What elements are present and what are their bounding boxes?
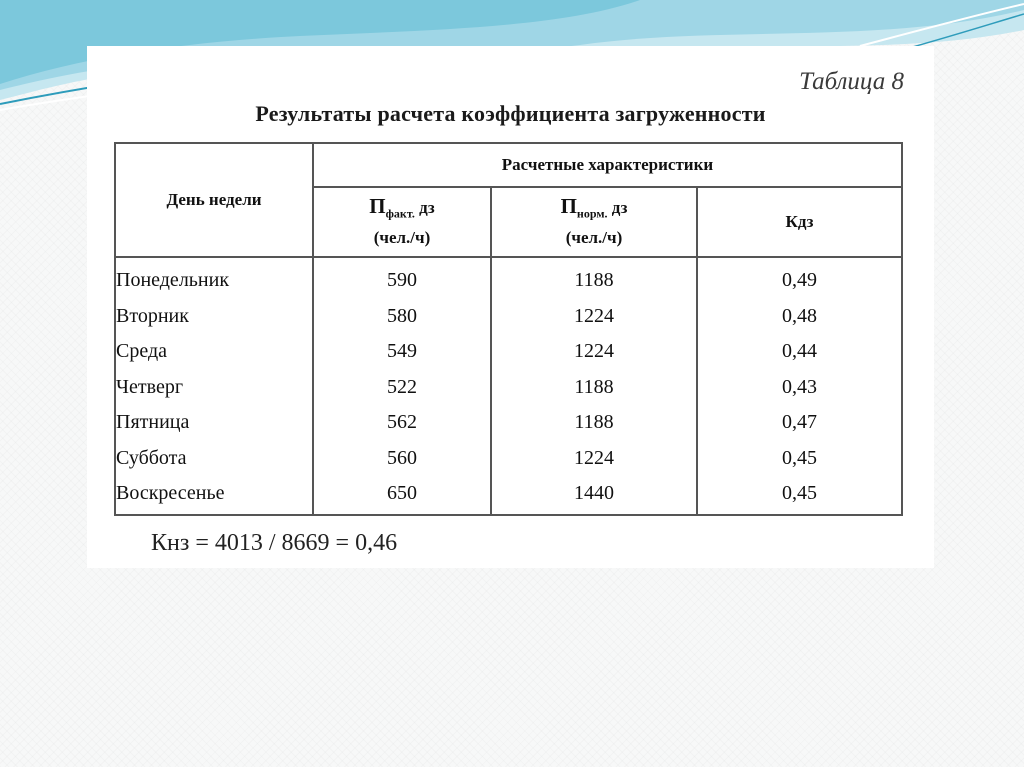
cell-kdz: 0,49 [782, 269, 817, 291]
cell-pnorm: 1224 [574, 304, 614, 327]
cell-kdz: 0,45 [782, 482, 817, 504]
pnorm-subscript: норм. [576, 206, 608, 221]
header-day: День недели [115, 143, 313, 257]
header-kdz: Кдз [697, 187, 902, 257]
cell-pfact: 562 [387, 411, 417, 433]
slide-content [87, 46, 934, 568]
cell-day: Пятница [116, 411, 190, 433]
cell-pfact: 650 [387, 482, 417, 504]
pnorm-suffix: дз [607, 198, 628, 218]
cell-pfact: 580 [387, 304, 417, 327]
header-row-top [115, 143, 902, 187]
pfact-unit: (чел./ч) [373, 227, 431, 247]
cell-kdz: 0,47 [782, 411, 817, 433]
cell-pnorm: 1224 [574, 446, 614, 469]
cell-pnorm: 1188 [574, 375, 614, 398]
cell-pnorm: 1188 [574, 411, 614, 433]
cell-day: Суббота [116, 446, 187, 469]
pfact-subscript: факт. [385, 206, 415, 221]
load-coefficient-formula: Кнз = 4013 / 8669 = 0,46 [151, 530, 398, 556]
cell-pfact: 560 [387, 446, 417, 469]
pnorm-unit: (чел./ч) [565, 227, 623, 247]
column-pfact [313, 257, 491, 515]
cell-pfact: 522 [387, 375, 417, 398]
results-table [114, 142, 903, 516]
cell-pnorm: 1188 [574, 269, 614, 291]
cell-kdz: 0,45 [782, 446, 817, 469]
cell-pfact: 549 [387, 340, 417, 362]
cell-kdz: 0,44 [782, 340, 817, 362]
column-pnorm [491, 257, 697, 515]
table-title: Результаты расчета коэффициента загруженности [255, 101, 766, 126]
cell-day: Воскресенье [116, 482, 225, 504]
pfact-suffix: дз [414, 198, 435, 218]
header-group: Расчетные характеристики [313, 143, 902, 187]
cell-pfact: 590 [387, 269, 417, 291]
pfact-symbol: П [369, 194, 386, 219]
cell-day: Четверг [116, 375, 184, 398]
cell-pnorm: 1224 [574, 340, 614, 362]
table-caption: Таблица 8 [799, 68, 904, 95]
column-kdz [697, 257, 902, 515]
pnorm-symbol: П [560, 194, 577, 219]
cell-kdz: 0,43 [782, 375, 817, 398]
cell-day: Понедельник [116, 269, 230, 291]
column-day [115, 257, 313, 515]
cell-kdz: 0,48 [782, 304, 817, 327]
cell-day: Среда [116, 340, 168, 362]
table-body-row [115, 257, 902, 515]
header-pfact [313, 187, 491, 257]
cell-pnorm: 1440 [574, 482, 614, 504]
cell-day: Вторник [116, 304, 189, 327]
header-pnorm [491, 187, 697, 257]
